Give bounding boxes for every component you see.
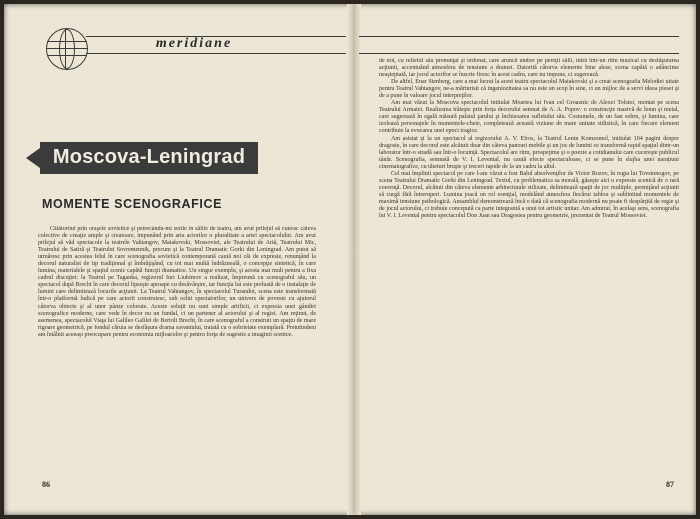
masthead-rule [359,36,679,37]
paragraph: Călătorind prin oraşele sovietice şi petrecându-mi serile în sălile de teatru, am avut prilejul să cunosc câteva colective de creaţie ample şi creatoare, impunând prin arta actorilor o pluralitate a artei spectacolului. Am avut prilejul să văd spectacole la teatrele Vahtangov, Maiakovski, Mossoviet, ale Teatrului de Artă, Teatrului Mic, Teatrului de Satiră şi Teatrului Sovremennik, precum şi la Teatrul Dramatic Gorki din Leningrad. Am putut să urmăresc prin acestea felul în care scenografia sovietică contemporană caută noi căi de expresie, renunţând la decorul naturalist de tip tradiţional şi îmbrăţişând, cu tot mai multă îndrăzneală, o concepţie sintetică, în care lumina, materialele şi spaţiul scenic capătă funcţii dramatice. Un singur exemplu, şi acesta mai mult pentru a fixa cadrul discuţiei: la Teatrul pe Taganka, regizorul Iuri Liubimov a realizat, împreună cu scenograful său, un spectacol după Brecht în care decorul lipseşte aproape cu desăvârşire, iar funcţia lui este preluată de o instalaţie de lumini care delimitează locurile acţiunii. La Teatrul Vahtangov, în spectacolul Turandot, scena este transformată într-o platformă ludică pe care actorii construiesc, sub ochii spectatorilor, un univers de poveste cu ajutorul câtorva obiecte şi al unor pânze colorate. Aceste soluţii nu sunt simple artificii, ci expresia unei gândiri scenografice moderne, care vede în decor nu un fundal, ci un partener al actorului şi al regiei. Am reţinut, de asemenea, spectacolul Viaţa lui Galileo Galilei de Bertolt Brecht, în care scenograful a construit un spaţiu de mare rigoare geometrică, pe fondul căruia se desfăşura drama savantului, tratată cu o sobrietate exemplară. Pretutindeni am întâlnit aceeaşi preocupare pentru economia mijloacelor şi pentru forţa de sugestie a imaginii scenice. [38,226,316,338]
left-page [4,4,349,515]
book-spread [4,4,696,515]
page-number: 86 [42,480,50,489]
masthead-title: meridiane [155,36,233,51]
section-title: MOMENTE SCENOGRAFICE [42,197,223,211]
paragraph: Cel mai împlinit spectacol pe care l-am văzut a fost Balul absolvenţilor de Victor Rozov, în regia lui Tovstonogov, pe scena Teatrului Dramatic Gorki din Leningrad. Textul, cu problematica sa morală, găseşte aici o expresie scenică de o rară coerenţă. Decorul, alcătuit din câteva elemente arhitecturale stilizate, delimitează spaţii de joc multiple, permiţând acţiunii să curgă fără întreruperi. Lumina joacă un rol esenţial, modelând atmosfera fiecărui tablou şi subliniind momentele de maximă tensiune psihologică. Ansamblul demonstrează încă o dată că scenografia modernă nu poate fi despărţită de regie şi de jocul actorului, ci trebuie concepută ca parte integrantă a unui tot artistic unitar. Am admirat, în acelaşi sens, scenografia lui V. I. Levental pentru spectacolul Don Juan sau Dragostea pentru geometrie, prezentat de Teatrul Mossoviet. [379,170,679,220]
paragraph: de noi, cu relieful său pronunţat şi ordonat, care aruncă umbre pe pereţii sălii, intră într-un ritm muzical cu desfăşurarea acţiunii, accentuând atmosfera de tensiune a dramei. Datorită câtorva elemente bine alese, scena capătă o adâncime neaşteptată, iar jocul actorilor se înscrie firesc în acest cadru, care nu impune, ci sugerează. [379,58,679,79]
left-body-text [38,226,316,478]
paragraph: De altfel, Enar Stenberg, care a mai lucrat la acest teatru spectacolul Maiakovski şi a creat scenografia Melodiei uitate pentru Teatrul Vahtangov, ne-a mărturisit că ingeniozitatea sa nu este un scop în sine, ci un mijloc de a servi ideea piesei şi de a pune în valoare jocul interpreţilor. [379,79,679,100]
paragraph: Am asistat şi la un spectacol al regizorului A. V. Efros, la Teatrul Lenin Komsomol, intitulat 104 pagini despre dragoste, în care decorul este alcătuit doar din câteva panouri mobile şi un joc de lumini ce transformă rapid spaţiul dintr-un laborator într-o stradă sau într-o locuinţă. Spectacolul are ritm, prospeţime şi o poezie a cotidianului care cucereşte publicul tânăr. Scenografia, semnată de V. I. Levental, nu caută efecte spectaculoase, ci se pune în slujba unei narațiuni cinematografice, cu tăieturi bruşte şi treceri rapide de la un cadru la altul. [379,135,679,170]
right-body-text [379,58,679,476]
masthead-rule [86,53,346,54]
right-page [359,4,696,515]
page-number: 87 [666,480,674,489]
article-heading: Moscova-Leningrad [52,146,246,168]
masthead-rule [359,53,679,54]
globe-icon [46,28,88,70]
paragraph: Am mai văzut la Moscova spectacolul intitulat Moartea lui Ivan cel Groaznic de Alexei Tolstoi, montat pe scena Teatrului Armatei. Realizarea trăieşte prin forţa decorului semnat de A. A. Popov: o construcţie masivă de lemn şi metal, care sugerează în egală măsură palatul ţarului şi închisoarea sufletului său. Costumele, de un fast sobru, şi lumina, care izolează personajele în momentele-cheie, completează această viziune de mare unitate stilistică, în care fiecare element contribuie la evocarea unei epoci tragice. [379,100,679,135]
article-heading-banner [40,142,258,174]
